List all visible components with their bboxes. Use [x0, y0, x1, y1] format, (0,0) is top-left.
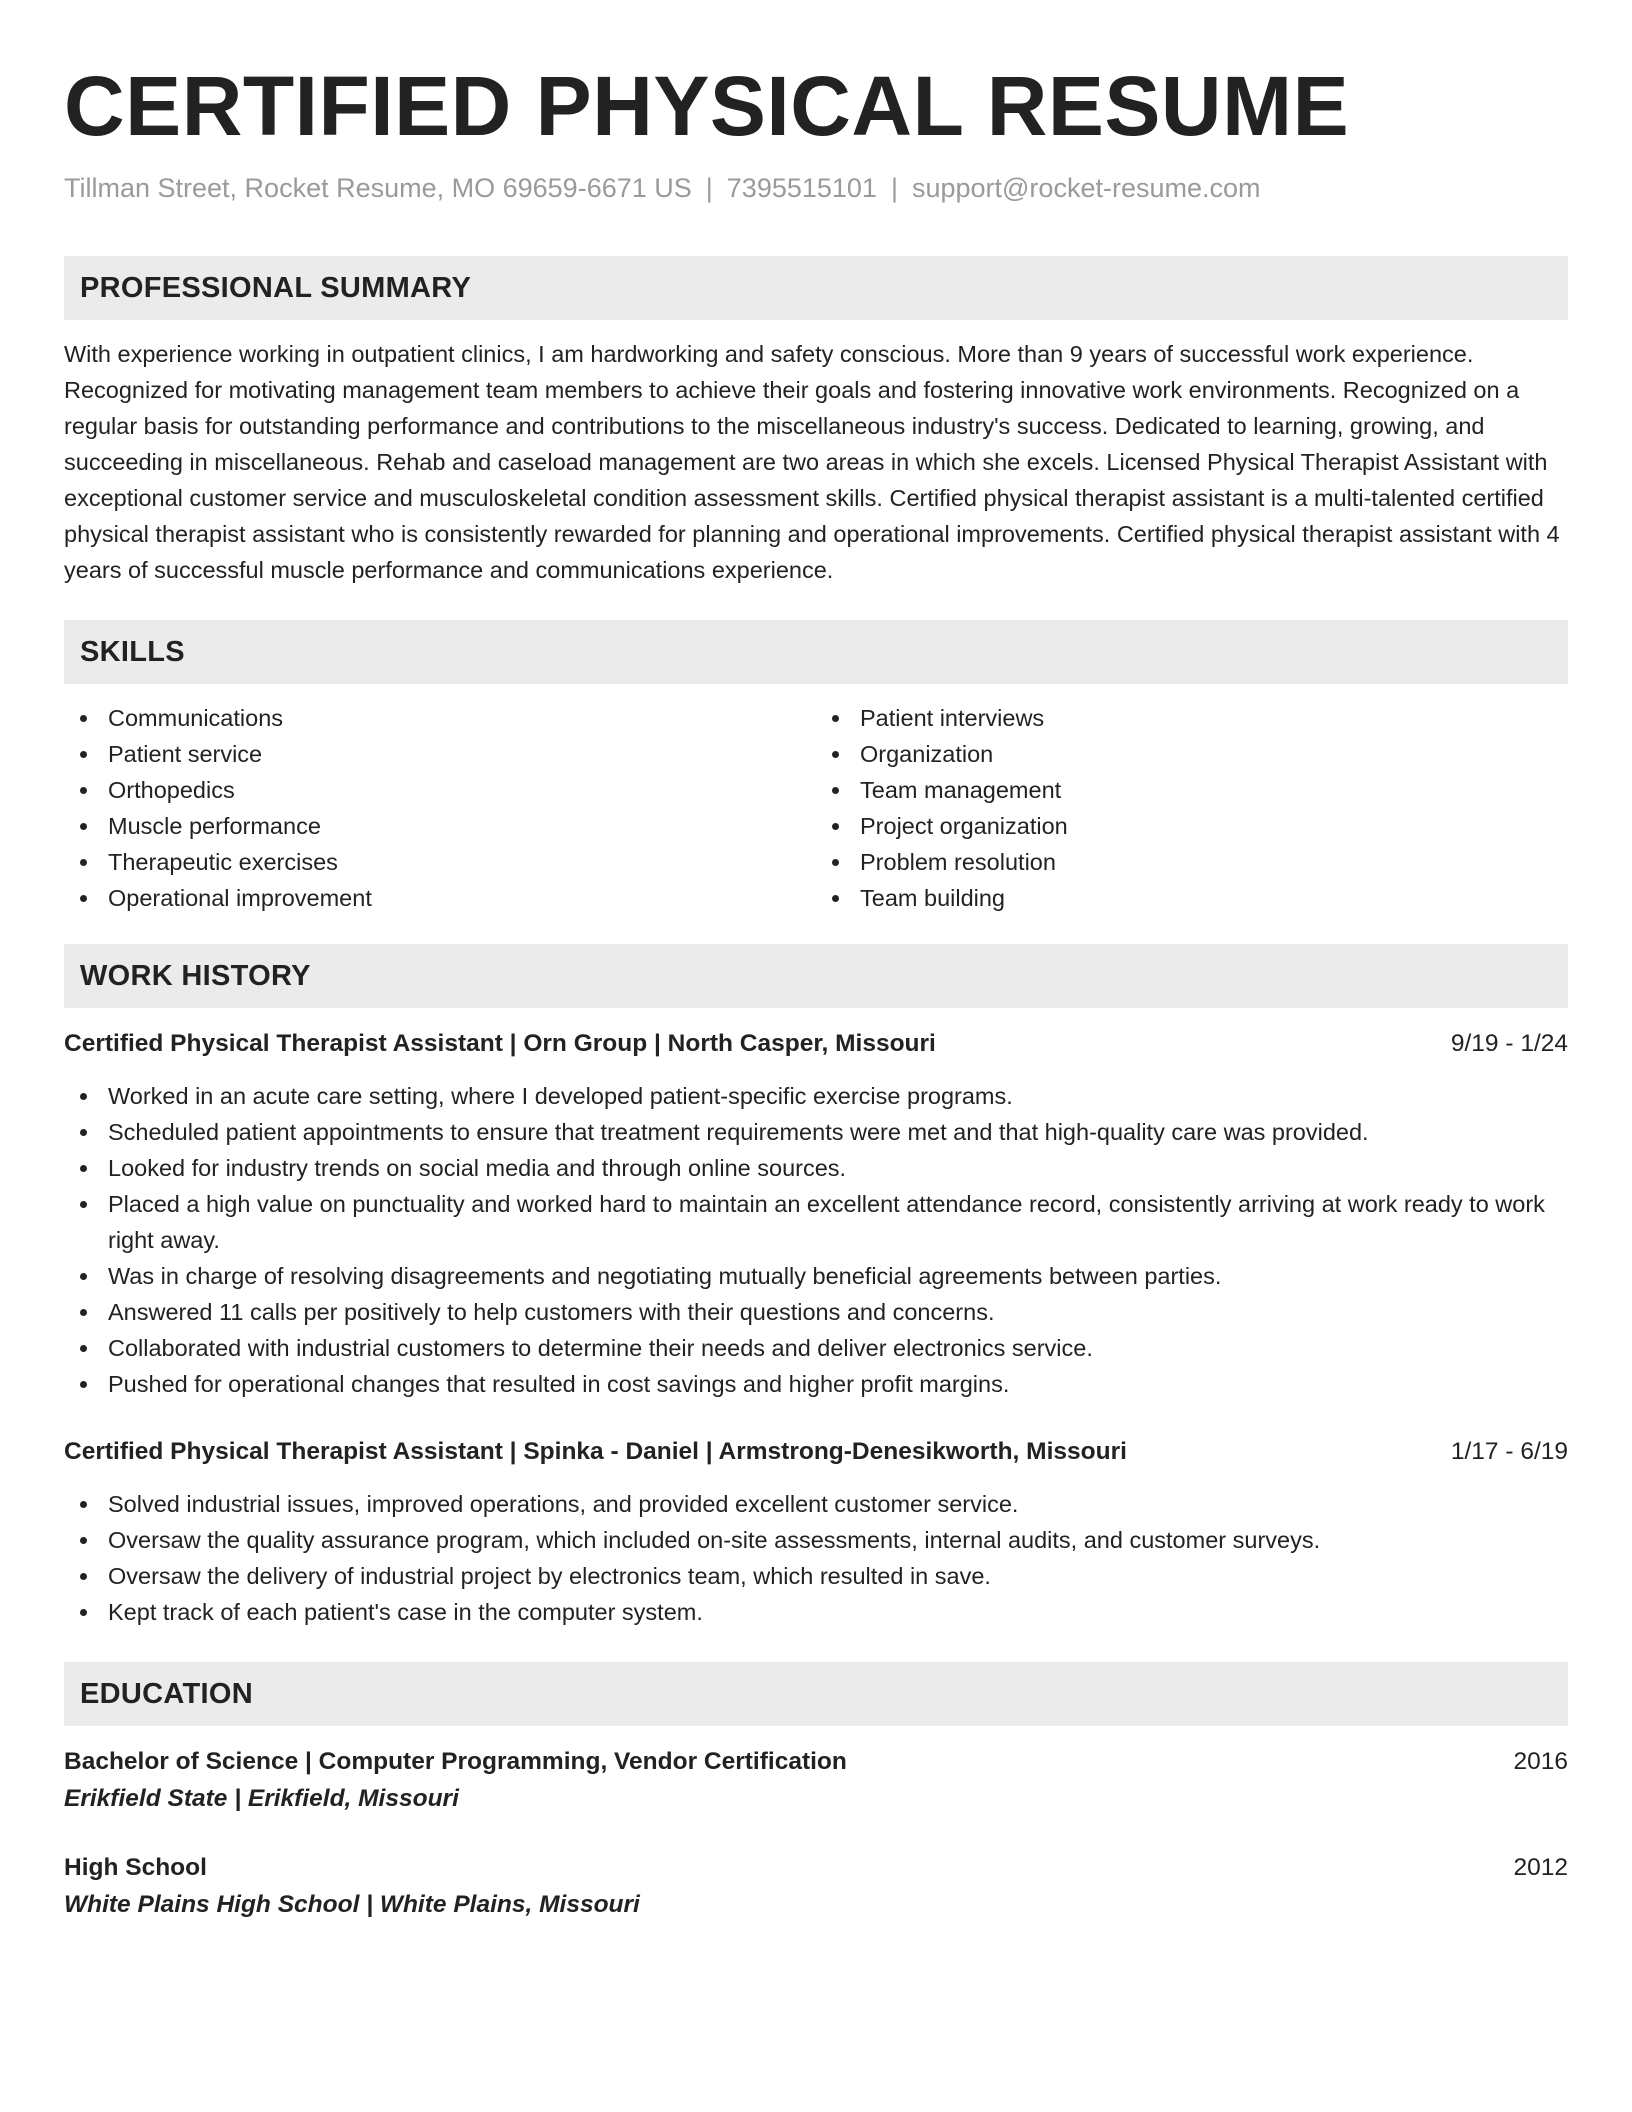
summary-heading: PROFESSIONAL SUMMARY [64, 256, 1568, 320]
skill-item: Patient service [64, 736, 816, 772]
job-bullet: Worked in an acute care setting, where I developed patient-specific exercise programs. [64, 1078, 1568, 1114]
job-bullet-list [64, 1486, 1568, 1630]
job-bullet: Answered 11 calls per positively to help customers with their questions and concerns. [64, 1294, 1568, 1330]
education-degree: High School [64, 1854, 207, 1881]
contact-address: Tillman Street, Rocket Resume, MO 69659-6671 US [64, 173, 692, 203]
job-title: Certified Physical Therapist Assistant | Spinka - Daniel | Armstrong-Denesikworth, Missouri [64, 1438, 1127, 1465]
job-dates: 9/19 - 1/24 [1450, 1030, 1568, 1057]
contact-phone: 7395515101 [726, 173, 877, 203]
contact-separator: | [890, 173, 898, 203]
contact-line [64, 170, 1568, 206]
resume-title: CERTIFIED PHYSICAL RESUME [64, 59, 1350, 153]
skill-item: Communications [64, 700, 816, 736]
skill-item: Patient interviews [816, 700, 1568, 736]
skill-item: Therapeutic exercises [64, 844, 816, 880]
job-bullet-list [64, 1078, 1568, 1402]
job-bullet: Oversaw the quality assurance program, which included on-site assessments, internal audits, and customer surveys. [64, 1522, 1568, 1558]
work-history-heading: WORK HISTORY [64, 944, 1568, 1008]
summary-text: With experience working in outpatient clinics, I am hardworking and safety conscious. More than 9 years of successful work experience. Recognized for motivating management team members to achieve their goals and fostering innovative work environments. Recognized on a regular basis for outstanding performance and contributions to the miscellaneous industry's success. Dedicated to learning, growing, and succeeding in miscellaneous. Rehab and caseload management are two areas in which she excels. Licensed Physical Therapist Assistant with exceptional customer service and musculoskeletal condition assessment skills. Certified physical therapist assistant is a multi-talented certified physical therapist assistant who is consistently rewarded for planning and operational improvements. Certified physical therapist assistant with 4 years of successful muscle performance and communications experience. [64, 341, 1560, 583]
skill-item: Muscle performance [64, 808, 816, 844]
job-bullet: Kept track of each patient's case in the computer system. [64, 1594, 1568, 1630]
job-bullet: Placed a high value on punctuality and worked hard to maintain an excellent attendance record, consistently arriving at work ready to work right away. [64, 1186, 1568, 1258]
skill-item: Team building [816, 880, 1568, 916]
job-title: Certified Physical Therapist Assistant | Orn Group | North Casper, Missouri [64, 1030, 936, 1057]
education-school: White Plains High School | White Plains, Missouri [64, 1891, 640, 1918]
skill-item: Organization [816, 736, 1568, 772]
skills-heading: SKILLS [64, 620, 1568, 684]
job-bullet: Collaborated with industrial customers to determine their needs and deliver electronics service. [64, 1330, 1568, 1366]
education-year: 2016 [1513, 1748, 1568, 1775]
job-entry-header [64, 1026, 1568, 1062]
skill-item: Team management [816, 772, 1568, 808]
job-bullet: Was in charge of resolving disagreements and negotiating mutually beneficial agreements between parties. [64, 1258, 1568, 1294]
education-entry-header [64, 1850, 1568, 1886]
education-year: 2012 [1513, 1854, 1568, 1881]
education-heading: EDUCATION [64, 1662, 1568, 1726]
education-entry-header [64, 1744, 1568, 1780]
job-bullet: Pushed for operational changes that resulted in cost savings and higher profit margins. [64, 1366, 1568, 1402]
skill-item: Project organization [816, 808, 1568, 844]
skill-item: Problem resolution [816, 844, 1568, 880]
contact-email: support@rocket-resume.com [911, 173, 1261, 203]
skills-column-left [64, 700, 816, 916]
contact-separator: | [705, 173, 713, 203]
skill-item: Orthopedics [64, 772, 816, 808]
job-bullet: Scheduled patient appointments to ensure that treatment requirements were met and that high-quality care was provided. [64, 1114, 1568, 1150]
job-dates: 1/17 - 6/19 [1450, 1438, 1568, 1465]
skill-item: Operational improvement [64, 880, 816, 916]
skills-column-right [816, 700, 1568, 916]
job-bullet: Solved industrial issues, improved operations, and provided excellent customer service. [64, 1486, 1568, 1522]
job-bullet: Oversaw the delivery of industrial project by electronics team, which resulted in save. [64, 1558, 1568, 1594]
education-school: Erikfield State | Erikfield, Missouri [64, 1785, 459, 1812]
skills-list [64, 700, 1568, 916]
education-degree: Bachelor of Science | Computer Programming, Vendor Certification [64, 1748, 847, 1775]
job-bullet: Looked for industry trends on social media and through online sources. [64, 1150, 1568, 1186]
job-entry-header [64, 1434, 1568, 1470]
